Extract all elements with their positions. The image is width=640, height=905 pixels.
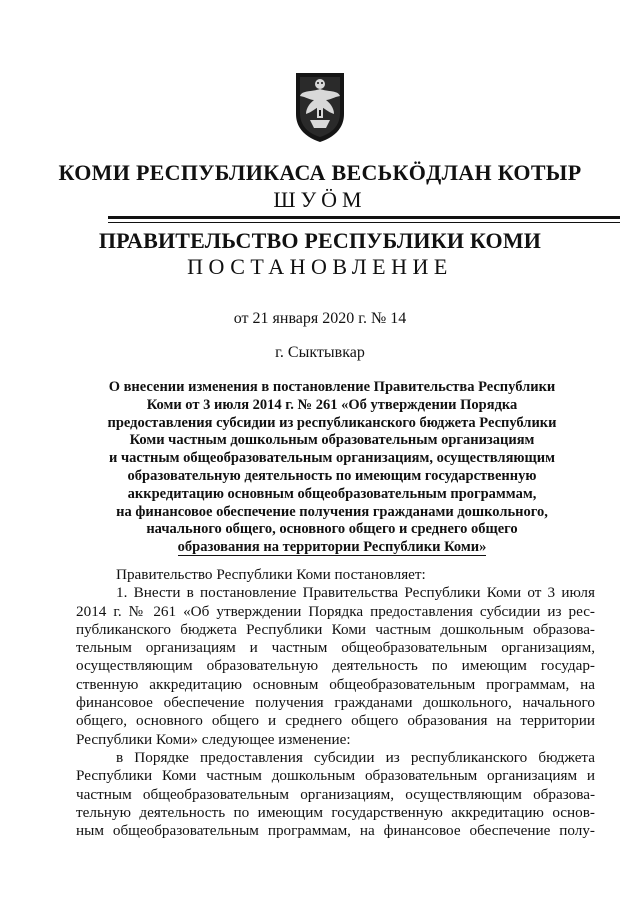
subject-line-underlined: образования на территории Республики Коми» xyxy=(177,539,487,556)
subject-line: образовательную деятельность по имеющим государственную xyxy=(127,467,537,484)
subject-line-wrapper xyxy=(70,539,594,557)
subject-line: предоставления субсидии из республиканского бюджета Республики xyxy=(107,414,557,431)
body-line: 1. Внести в постановление Правительства Республики Коми от 3 июля xyxy=(116,584,595,602)
body-line: Правительство Республики Коми постановляет: xyxy=(116,566,426,583)
body-line: Республики Коми» следующее изменение: xyxy=(76,730,351,748)
body-line: частным общеобразовательным организациям, осуществляющим образова- xyxy=(76,785,595,803)
komi-government-title: КОМИ РЕСПУБЛИКАСА ВЕСЬКӦДЛАН КОТЫР xyxy=(58,160,582,185)
subject-line: и частным общеобразовательным организациям, осуществляющим xyxy=(109,450,555,467)
decree-body xyxy=(76,566,595,840)
decree-date-number: от 21 января 2020 г. № 14 xyxy=(233,310,407,327)
subject-line: Коми частным дошкольным образовательным организациям xyxy=(129,432,535,449)
body-line: тельную деятельность по имеющим государственную аккредитацию основ- xyxy=(76,803,595,821)
body-line: тельным организациям и частным общеобразовательным организациям, xyxy=(76,639,595,657)
body-line: финансовое обеспечение получения гражданами дошкольного, начального xyxy=(76,694,595,712)
coat-of-arms-emblem xyxy=(292,70,348,144)
body-line: 2014 г. № 261 «Об утверждении Порядка предоставления субсидии из рес- xyxy=(76,602,595,620)
body-line: общего, основного общего и среднего общего образования на территории xyxy=(76,712,595,730)
government-title: ПРАВИТЕЛЬСТВО РЕСПУБЛИКИ КОМИ xyxy=(98,228,542,253)
header-rule-thin xyxy=(108,222,620,223)
decree-subject xyxy=(70,379,594,557)
body-line: в Порядке предоставления субсидии из республиканского бюджета xyxy=(116,748,595,766)
subject-line: начального общего, основного общего и среднего общего xyxy=(146,521,518,538)
subject-line: на финансовое обеспечение получения гражданами дошкольного, xyxy=(116,503,548,520)
header-rule-thick xyxy=(108,216,620,219)
subject-line: О внесении изменения в постановление Правительства Республики xyxy=(108,379,556,395)
body-line: Республики Коми частным дошкольным образовательным организациям и xyxy=(76,767,595,785)
body-line: осуществляющим образовательную деятельность по имеющим государ- xyxy=(76,657,595,675)
body-line: ственную аккредитацию основным общеобразовательным программам, на xyxy=(76,675,595,693)
decree-city: г. Сыктывкар xyxy=(275,344,365,361)
komi-decree-word: ШУӦМ xyxy=(273,187,367,212)
body-line: публиканского бюджета Республики Коми частным дошкольным образова- xyxy=(76,620,595,638)
subject-line: Коми от 3 июля 2014 г. № 261 «Об утверждении Порядка xyxy=(146,396,518,413)
decree-word: ПОСТАНОВЛЕНИЕ xyxy=(187,254,453,279)
body-line: ным общеобразовательным программам, на финансовое обеспечение полу- xyxy=(76,822,595,840)
subject-line: аккредитацию основным общеобразовательным программам, xyxy=(127,485,537,502)
